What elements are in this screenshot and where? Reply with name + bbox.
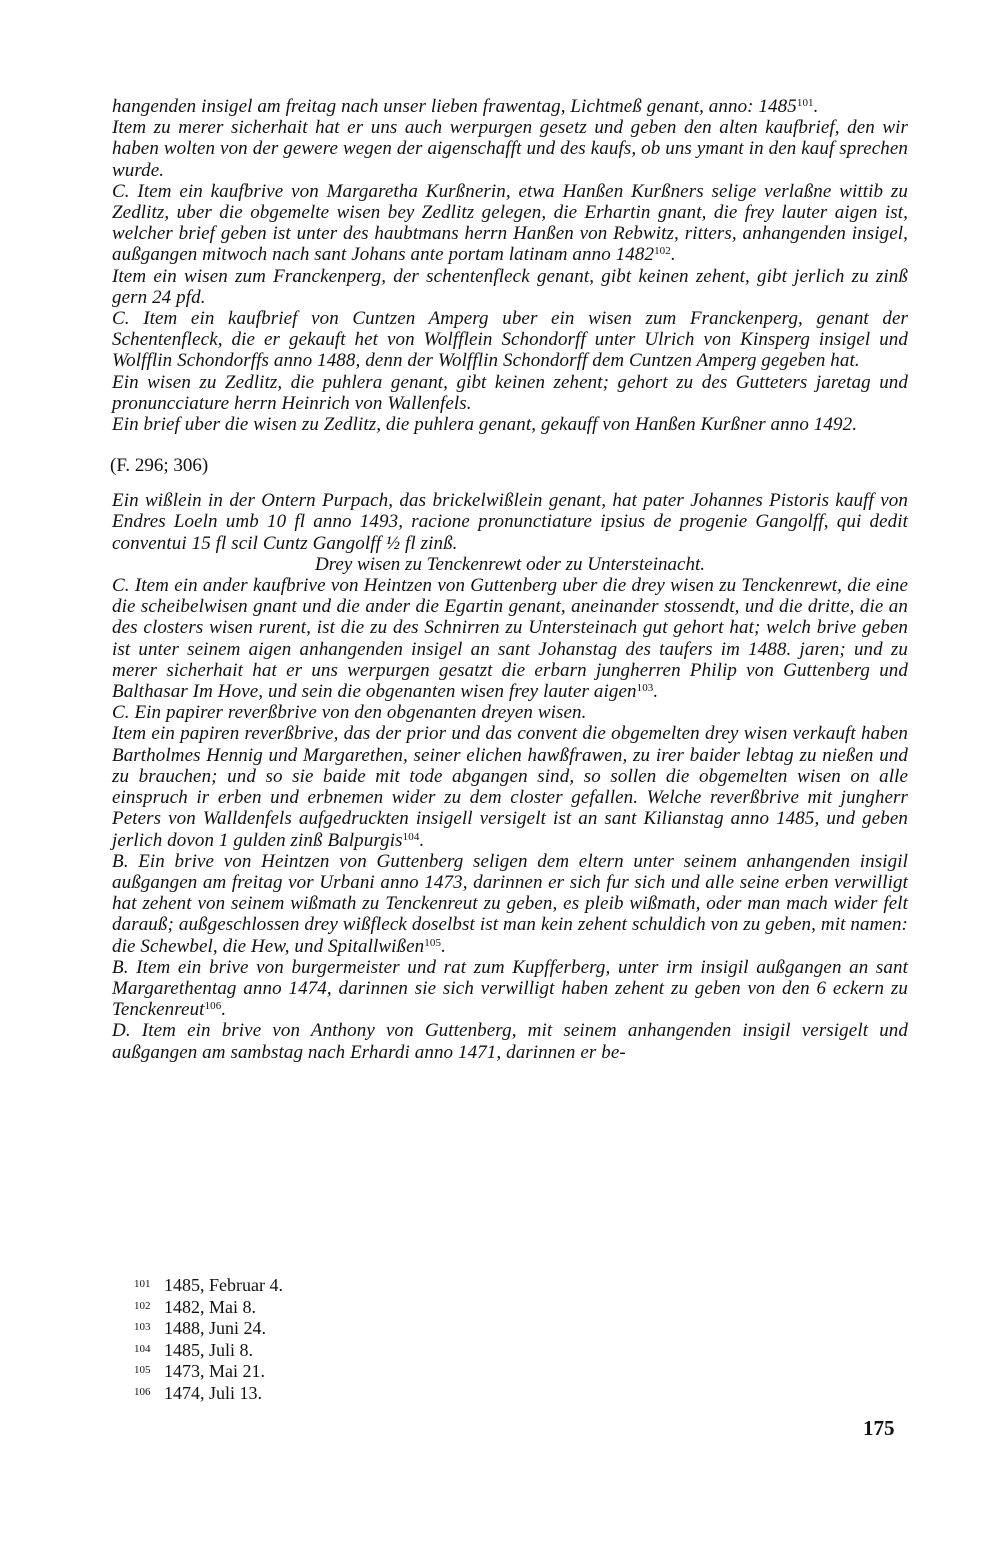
- footnote: [134, 1274, 283, 1296]
- paragraph: B. Item ein brive von burgermeister und rat zum Kupfferberg, unter irm insigil außgangen an sant Margarethentag anno 1474, darinnen sie sich verwilligt haben zehent zu geben von den 6 eckern zu Tenckenreut$^{106}$.: [112, 956, 908, 1021]
- paragraph: C. Ein papirer reverßbrive von den obgenanten dreyen wisen.: [112, 702, 587, 724]
- footnote: [134, 1339, 283, 1361]
- paragraph: Item ein wisen zum Franckenperg, der schentenfleck genant, gibt keinen zehent, gibt jerlich zu zinß gern 24 pfd.: [112, 265, 908, 308]
- paragraph: hangenden insigel am freitag nach unser lieben frawentag, Lichtmeß genant, anno: 1485$^{101}$.: [112, 96, 819, 117]
- footnote-ref: 103: [636, 682, 654, 695]
- footnote-text: 1485, Juli 8.: [164, 1339, 254, 1360]
- footnotes: [134, 1274, 283, 1404]
- paragraph: D. Item ein brive von Anthony von Guttenberg, mit seinem anhangenden insigil versigelt und außgangen am sambstag nach Erhardi anno 1471, darinnen er be-: [112, 1020, 908, 1063]
- text-block-2: [112, 490, 908, 1062]
- footnote-number: 103: [134, 1321, 151, 1334]
- footnote-text: 1485, Februar 4.: [164, 1275, 283, 1295]
- footnote-ref: 106: [204, 1000, 222, 1013]
- footnote: [134, 1382, 283, 1404]
- text-block-1: [112, 96, 908, 435]
- paragraph: C. Item ein kaufbrief von Cuntzen Amperg uber ein wisen zum Franckenperg, genant der Schentenfleck, die er gekauft het von Wolfflein Schondorff unter Ulrich von Kinsperg insigel und Wolfflin Schondorffs anno 1488, denn der Wolfflin Schondorff dem Cuntzen Amperg gegeben hat.: [112, 308, 908, 372]
- paragraph: Ein wißlein in der Ontern Purpach, das brickelwißlein genant, hat pater Johannes Pistoris kauff von Endres Loeln umb 10 fl anno 1493, racione pronunctiature ipsius de progenie Gangolff, qui dedit conventui 15 fl scil Cuntz Gangolff ½ fl zinß.: [112, 490, 908, 554]
- paragraph: Ein wisen zu Zedlitz, die puhlera genant, gibt keinen zehent; gehort zu des Gutteters jaretag und pronuncciature herrn Heinrich von Wallenfels.: [112, 371, 908, 414]
- paragraph: Ein brief uber die wisen zu Zedlitz, die puhlera genant, gekauff von Hanßen Kurßner anno 1492.: [112, 414, 858, 436]
- footnote-text: 1488, Juni 24.: [164, 1318, 267, 1339]
- footnote-number: 105: [134, 1364, 151, 1377]
- footnote: [134, 1360, 283, 1382]
- footnote: [134, 1296, 283, 1318]
- paragraph: C. Item ein ander kaufbrive von Heintzen von Guttenberg uber die drey wisen zu Tenckenrewt, die eine die scheibelwisen gnant und die ander die Egartin genant, aneinander stossendt, und die dritte, die an des closters wisen rurent, ist die zu des Schnirren zu Untersteinach gut gehort hat; welch brive geben ist unter seinem aigen anhangenden insigel an sant Johanstag des taufers im 1488. jaren; und zu merer sicherhait hat er uns werpurgen gesatzt die erbarn jungherren Philip von Guttenberg und Balthasar Im Hove, und sein die obgenanten wisen frey lauter aigen$^{103}$.: [112, 575, 908, 703]
- footnote-ref: 102: [654, 245, 671, 258]
- footnote-text: 1474, Juli 13.: [164, 1382, 263, 1403]
- page-body: [112, 96, 908, 1063]
- footnote: [134, 1317, 283, 1339]
- footnote-ref: 105: [424, 936, 442, 949]
- footnote-ref: 104: [402, 830, 420, 843]
- footnote-number: 102: [134, 1299, 151, 1312]
- page-number: 175: [863, 1416, 895, 1440]
- footnote-text: 1482, Mai 8.: [164, 1296, 256, 1317]
- footnote-number: 106: [134, 1385, 151, 1398]
- footnote-number: 104: [134, 1342, 151, 1355]
- paragraph: B. Ein brive von Heintzen von Guttenberg seligen dem eltern unter seinem anhangenden insigil außgangen am freitag vor Urbani anno 1473, darinnen er sich fur sich und alle seine erben verwilligt hat zehent von seinem wißmath zu Tenckenreut zu geben, es pleib wißmath, oder man mach wider felt darauß; außgeschlossen drey wißfleck doselbst ist man kein zehent schuldich von zu geben, mit namen: die Schewbel, die Hew, und Spitallwißen$^{105}$.: [112, 850, 908, 957]
- paragraph: Item zu merer sicherhait hat er uns auch werpurgen gesetz und geben den alten kaufbrief, den wir haben wolten von der gewere wegen der aigenschafft und des kaufs, ob uns ymant in den kauf sprechen wurde.: [112, 117, 908, 181]
- paragraph: C. Item ein kaufbrive von Margaretha Kurßnerin, etwa Hanßen Kurßners selige verlaßne wittib zu Zedlitz, uber die obgemelte wisen bey Zedlitz gelegen, die Erhartin gnant, die frey lauter aigen ist, welcher brief geben ist unter des haubtmans herrn Hanßen von Rebwitz, ritters, anhangenden insigel, außgangen mitwoch nach sant Johans ante portam latinam anno 1482$^{102}$.: [112, 180, 908, 266]
- footnote-number: 101: [134, 1278, 151, 1290]
- section-reference: (F. 296; 306): [110, 455, 209, 477]
- paragraph: Item ein papiren reverßbrive, das der prior und das convent die obgemelten drey wisen verkauft haben Bartholmes Hennig und Margarethen, seiner elichen hawßfrawen, zu irer baider lebtag zu nießen und zu brauchen; und so sie baide mit tode abgangen sind, so sollen die obgemelten wisen on alle einspruch ir erben und erbnemen wider zu dem closter gefallen. Welche reverßbrive mit jungherr Peters von Walldenfels aufgedruckten insigell versigelt ist an sant Kilianstag anno 1485, und geben jerlich dovon 1 gulden zinß Balpurgis$^{104}$.: [112, 723, 908, 851]
- section-heading: Drey wisen zu Tenckenrewt oder zu Untersteinacht.: [315, 553, 705, 575]
- footnote-ref: 101: [796, 97, 814, 109]
- footnote-text: 1473, Mai 21.: [164, 1361, 265, 1382]
